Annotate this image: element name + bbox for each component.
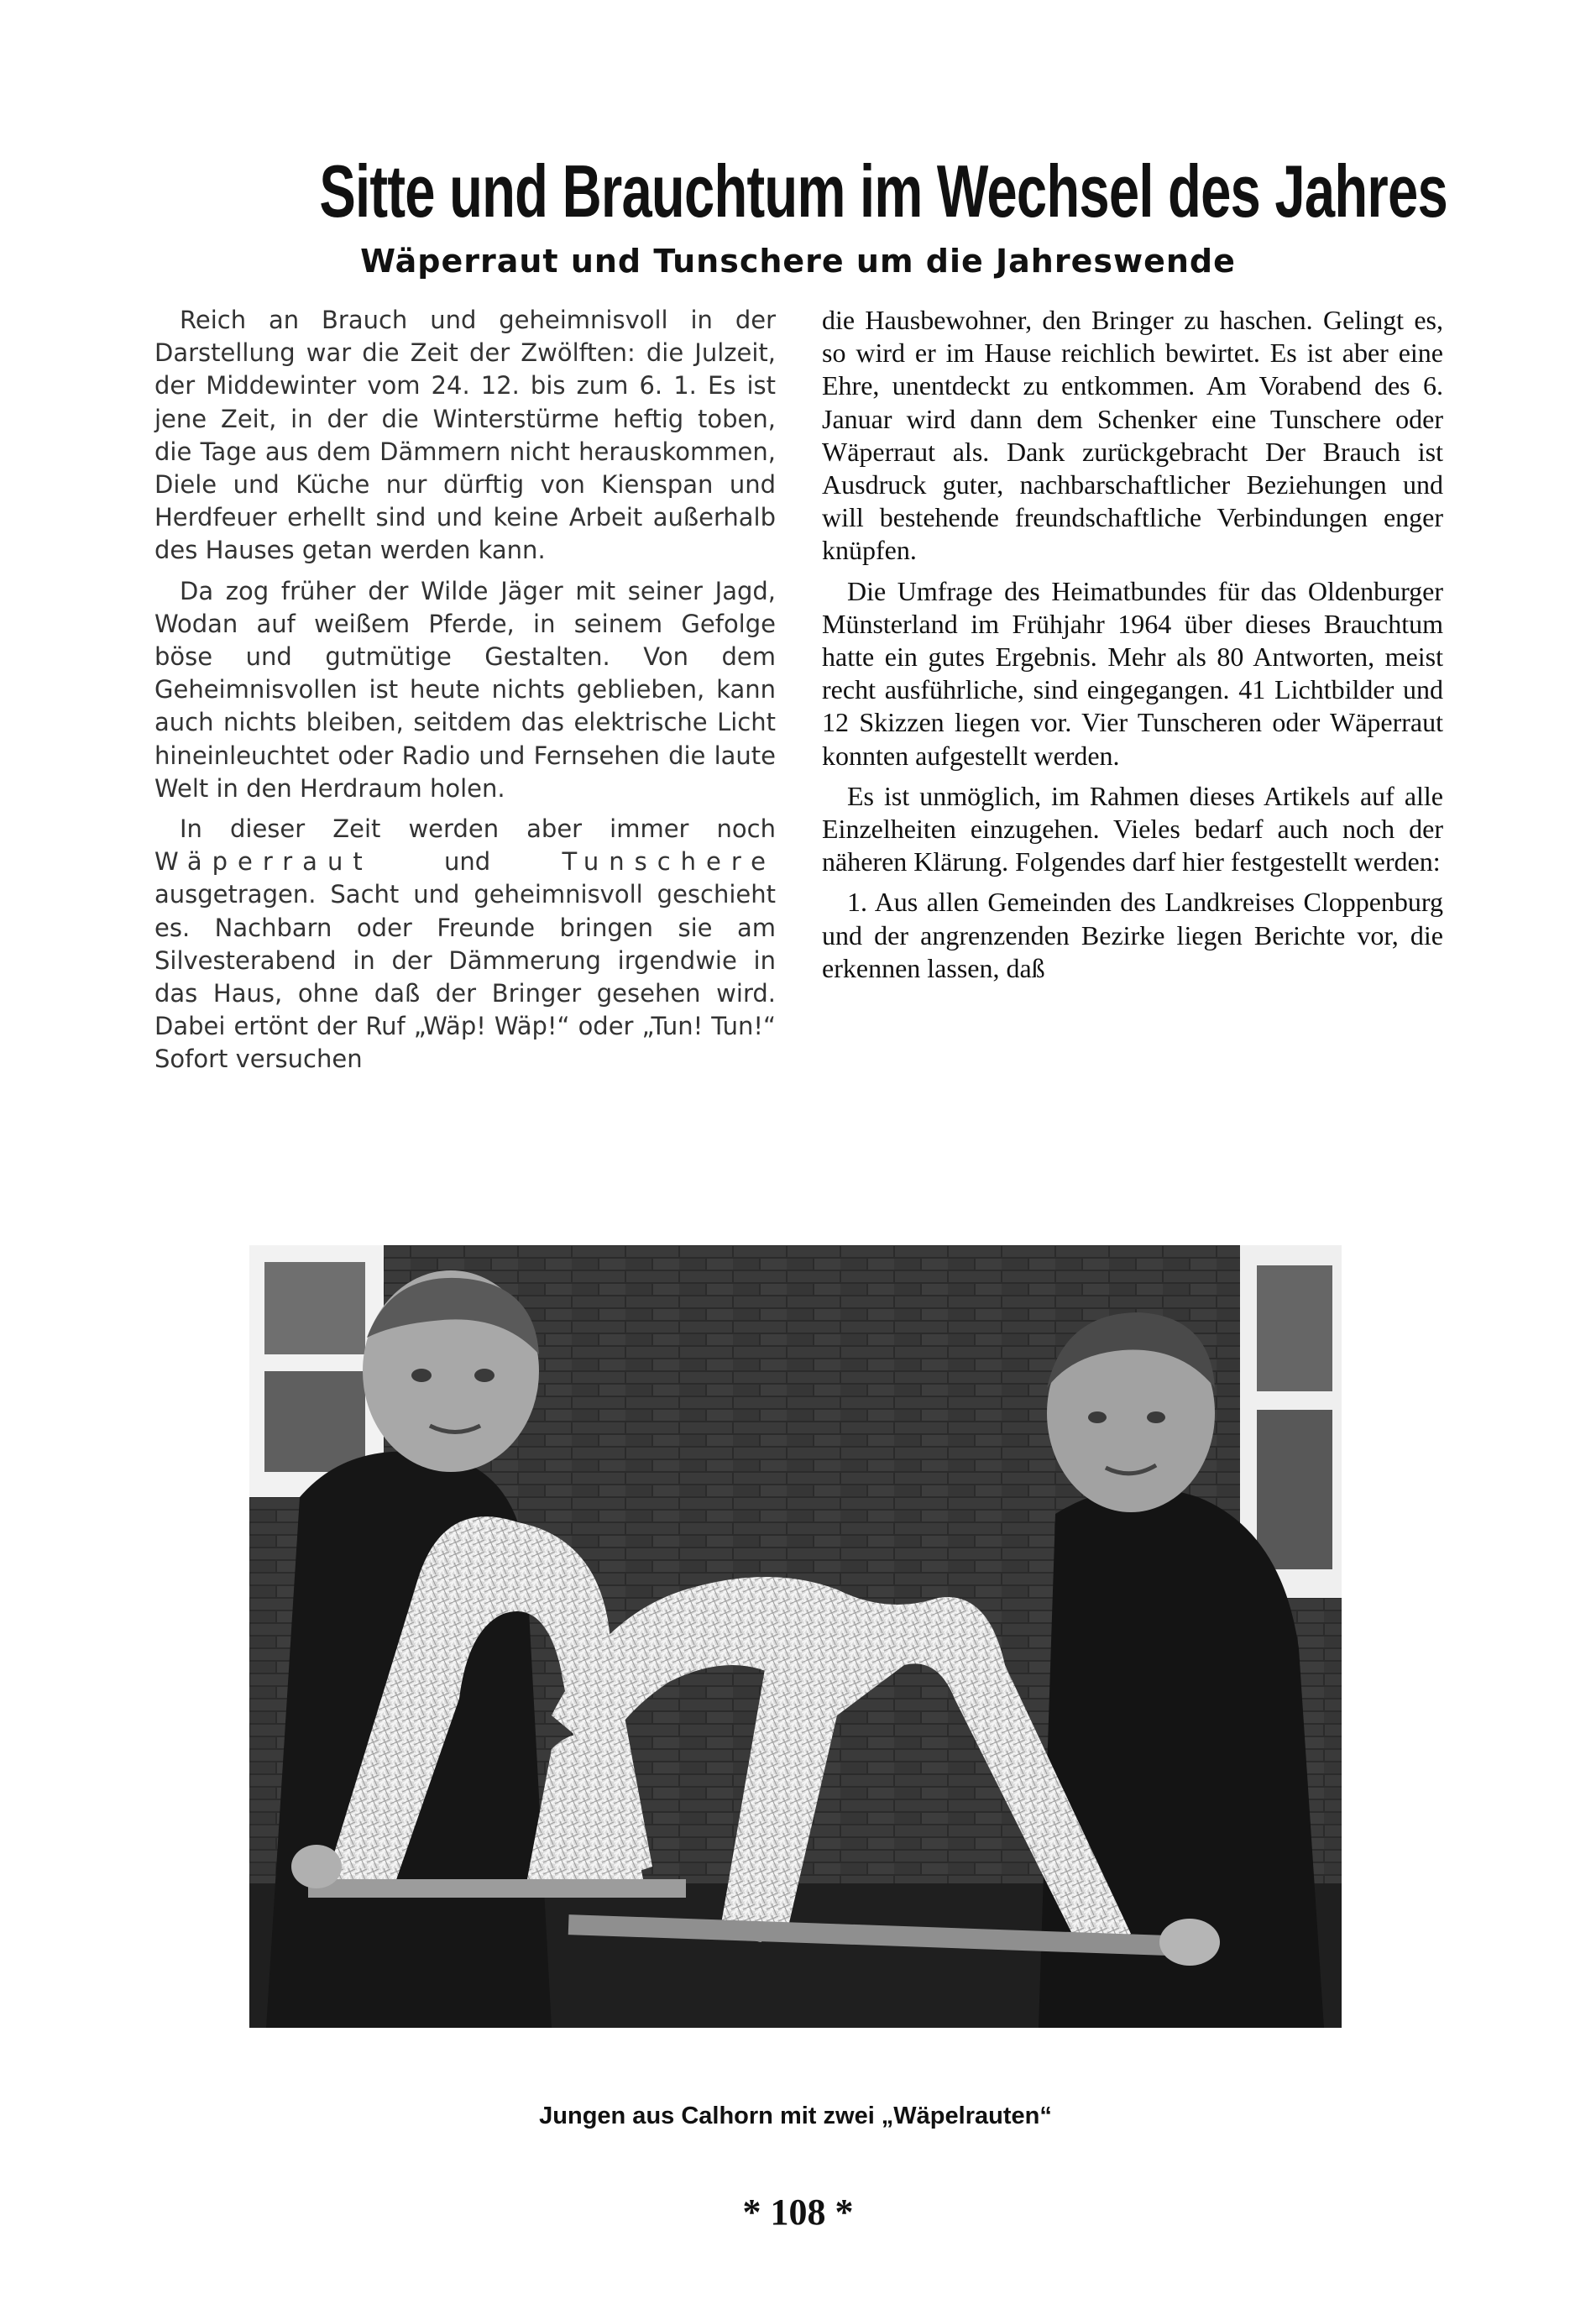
left-paragraph-3-intro: In dieser Zeit werden aber immer noch [180, 814, 776, 844]
figure-caption: Jungen aus Calhorn mit zwei „Wäpelrauten“ [539, 2103, 1052, 2129]
left-boy-hand [291, 1845, 342, 1888]
left-paragraph-3 [154, 813, 776, 1076]
right-paragraph-1: die Hausbewohner, den Bringer zu haschen. Gelingt es, so wird er im Hause reichlich bewirtet. Es ist aber eine Ehre, unentdeckt zu entkommen. Am Vorabend des 6. Januar wird dann dem Schenker eine Tunschere oder Wäperraut als. Dank zurückgebracht Der Brauch ist Ausdruck guter, nachbarschaftlicher Beziehungen und will bestehende freundschaftliche Verbindungen enger knüpfen. [822, 305, 1443, 566]
right-boy-hand [1159, 1919, 1220, 1966]
photograph-illustration [249, 1245, 1342, 2028]
left-paragraph-1: Reich an Brauch und geheimnisvoll in der Darstellung war die Zeit der Zwölften: die Julzeit, der Middewinter vom 24. 12. bis zum 6. 1. Es ist jene Zeit, in der die Winterstürme heftig toben, die Tage aus dem Dämmern nicht herauskommen, Diele und Küche nur dürftig von Kienspan und Herdfeuer erhellt sind und keine Arbeit außerhalb des Hauses getan werden kann. [154, 306, 776, 565]
page-number: * 108 * [742, 2192, 854, 2233]
term-waeperraut: Wäperraut [154, 847, 373, 877]
term-tunschere: Tunschere [562, 847, 777, 877]
right-paragraph-4: 1. Aus allen Gemeinden des Landkreises Cloppenburg und der angrenzenden Bezirke liegen Berichte vor, die erkennen lassen, daß [822, 887, 1443, 983]
photograph [249, 1245, 1342, 2028]
left-paragraph-3-and: und [444, 847, 491, 877]
left-column [154, 304, 776, 1084]
left-paragraph-3-rest: ausgetragen. Sacht und geheimnisvoll geschieht es. Nachbarn oder Freunde bringen sie am Silvesterabend in der Dämmerung irgendwie in das Haus, ohne daß der Bringer gesehen wird. Dabei ertönt der Ruf „Wäp! Wäp!“ oder „Tun! Tun!“ Sofort versuchen [154, 880, 776, 1074]
right-paragraph-3: Es ist unmöglich, im Rahmen dieses Artikels auf alle Einzelheiten einzugehen. Vieles bedarf auch noch der näheren Klärung. Folgendes darf hier festgestellt werden: [822, 780, 1443, 877]
article-subtitle: Wäperraut und Tunschere um die Jahreswende [360, 243, 1236, 280]
left-paragraph-2: Da zog früher der Wilde Jäger mit seiner Jagd, Wodan auf weißem Pferde, in seinem Gefolge böse und gutmütige Gestalten. Von dem Geheimnisvollen ist heute nichts geblieben, kann auch nichts bleiben, seitdem das elektrische Licht hineinleuchtet oder Radio und Fernsehen die laute Welt in den Herdraum holen. [154, 576, 776, 803]
right-paragraph-2: Die Umfrage des Heimatbundes für das Oldenburger Münsterland im Frühjahr 1964 über dieses Brauchtum hatte ein gutes Ergebnis. Mehr als 80 Antworten, meist recht ausführliche, sind eingegangen. 41 Lichtbilder und 12 Skizzen liegen vor. Vier Tunscheren oder Wäperraut konnten aufgestellt werden. [822, 575, 1443, 771]
article-title: Sitte und Brauchtum im Wechsel des Jahres [319, 149, 1447, 233]
right-column [822, 304, 1443, 992]
